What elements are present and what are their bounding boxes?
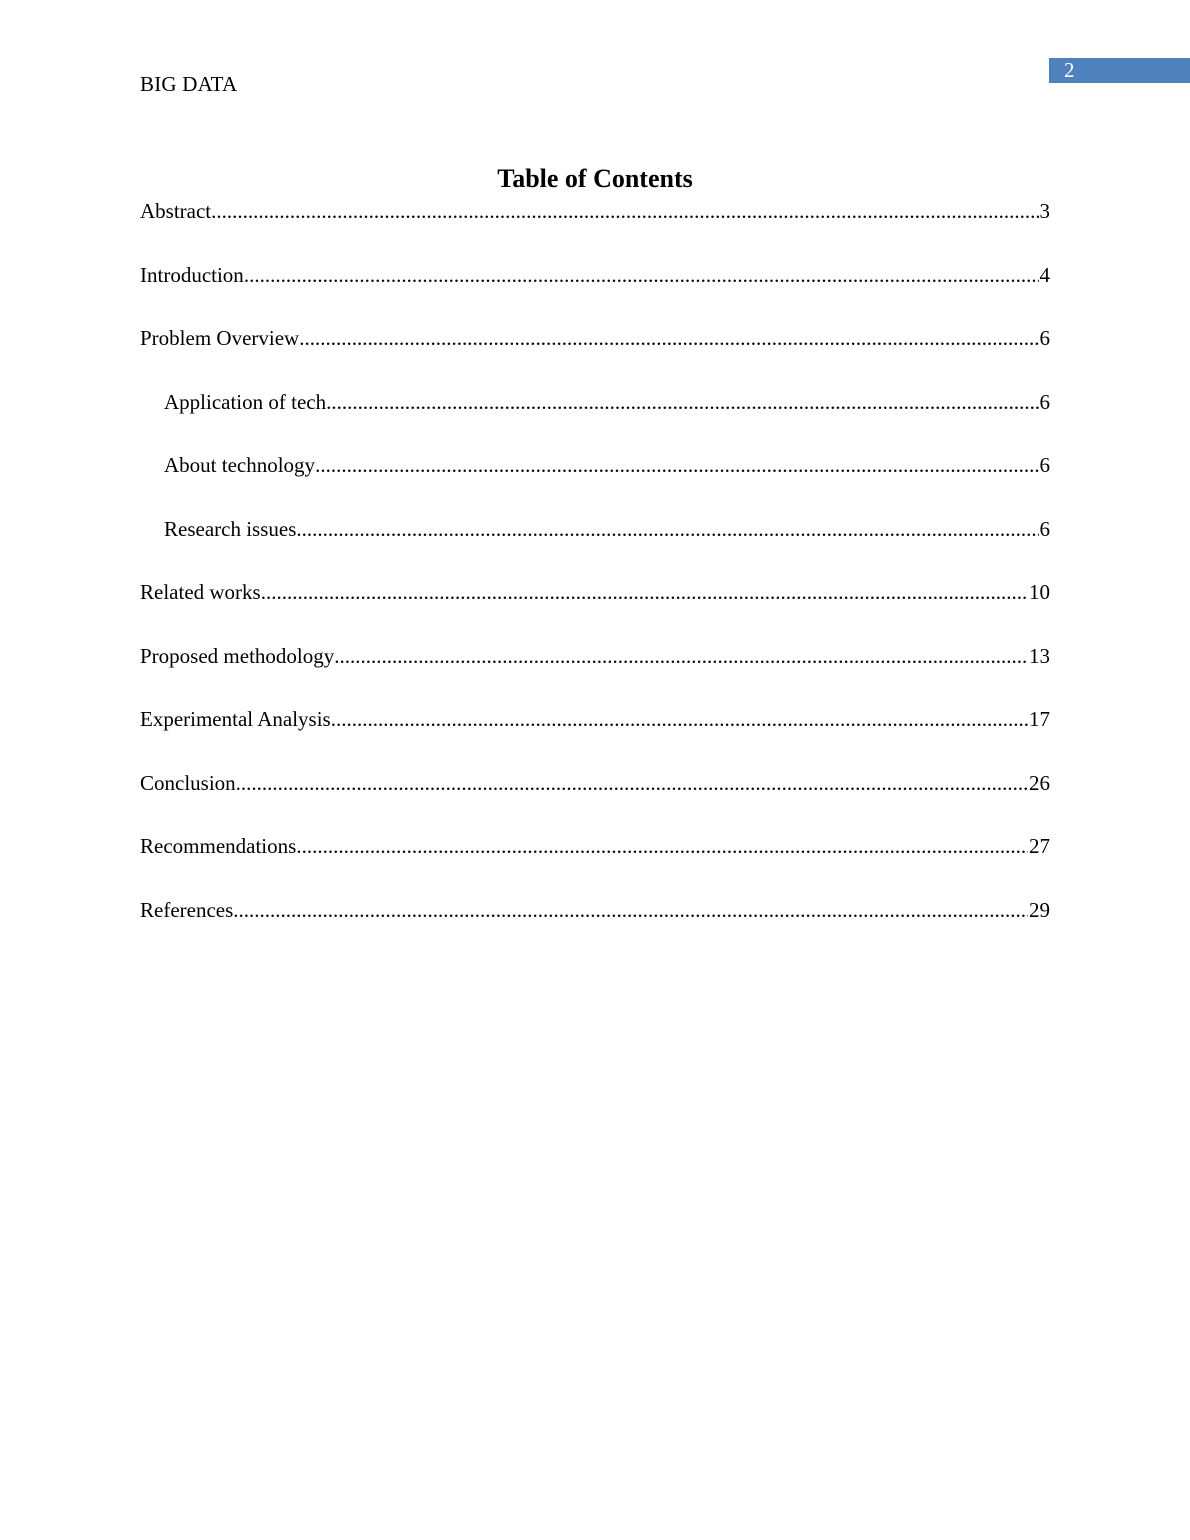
toc-leader-dots bbox=[236, 769, 1028, 797]
toc-entry-recommendations[interactable] bbox=[140, 832, 1050, 896]
toc-entry-proposed-methodology[interactable] bbox=[140, 642, 1050, 706]
toc-entry-related-works[interactable] bbox=[140, 578, 1050, 642]
toc-entry-page: 29 bbox=[1029, 897, 1050, 922]
toc-leader-dots bbox=[296, 515, 1038, 543]
toc-entry-label: References bbox=[140, 897, 234, 922]
toc-entry-label: Experimental Analysis bbox=[140, 707, 331, 731]
toc-entry-page: 10 bbox=[1029, 580, 1050, 604]
toc-leader-dots bbox=[233, 896, 1028, 924]
toc-entry-page: 6 bbox=[1039, 516, 1050, 541]
toc-entry-conclusion[interactable] bbox=[140, 769, 1050, 833]
toc-entry-problem-overview[interactable] bbox=[140, 324, 1050, 388]
toc-entry-label: Research issues bbox=[164, 516, 297, 541]
toc-entry-label: Application of tech bbox=[164, 389, 327, 414]
toc-entry-about-technology[interactable] bbox=[140, 451, 1050, 515]
toc-entry-page: 13 bbox=[1029, 643, 1050, 668]
toc-entry-label: Abstract bbox=[140, 199, 212, 223]
toc-entry-label: Related works bbox=[140, 580, 261, 604]
toc-entry-page: 27 bbox=[1029, 834, 1050, 858]
page-number-badge bbox=[1049, 58, 1190, 83]
toc-entry-page: 26 bbox=[1029, 770, 1050, 795]
toc-entry-label: Conclusion bbox=[140, 770, 236, 795]
toc-entry-page: 4 bbox=[1039, 262, 1050, 287]
toc-entry-page: 6 bbox=[1039, 389, 1050, 414]
running-head: BIG DATA bbox=[140, 72, 238, 96]
toc-leader-dots bbox=[315, 451, 1038, 479]
toc-entry-page: 6 bbox=[1039, 453, 1050, 477]
toc-title: Table of Contents bbox=[497, 164, 693, 193]
page-number: 2 bbox=[1064, 58, 1075, 82]
toc-entry-page: 17 bbox=[1029, 707, 1050, 731]
toc-list bbox=[140, 197, 1050, 959]
toc-entry-label: Recommendations bbox=[140, 834, 297, 858]
toc-entry-page: 6 bbox=[1039, 326, 1050, 350]
toc-entry-abstract[interactable] bbox=[140, 197, 1050, 261]
toc-entry-label: About technology bbox=[164, 453, 316, 477]
toc-leader-dots bbox=[261, 578, 1028, 606]
toc-entry-page: 3 bbox=[1039, 199, 1050, 223]
toc-leader-dots bbox=[244, 261, 1039, 289]
toc-entry-references[interactable] bbox=[140, 896, 1050, 960]
toc-entry-label: Introduction bbox=[140, 262, 244, 287]
toc-entry-introduction[interactable] bbox=[140, 261, 1050, 325]
toc-entry-label: Proposed methodology bbox=[140, 643, 335, 668]
toc-leader-dots bbox=[326, 388, 1038, 416]
toc-entry-label: Problem Overview bbox=[140, 326, 300, 350]
toc-entry-application-of-tech[interactable] bbox=[140, 388, 1050, 452]
toc-entry-research-issues[interactable] bbox=[140, 515, 1050, 579]
toc-leader-dots bbox=[299, 324, 1038, 352]
toc-leader-dots bbox=[334, 642, 1028, 670]
toc-leader-dots bbox=[296, 832, 1028, 860]
toc-leader-dots bbox=[211, 197, 1038, 225]
toc-leader-dots bbox=[331, 705, 1028, 733]
toc-entry-experimental-analysis[interactable] bbox=[140, 705, 1050, 769]
